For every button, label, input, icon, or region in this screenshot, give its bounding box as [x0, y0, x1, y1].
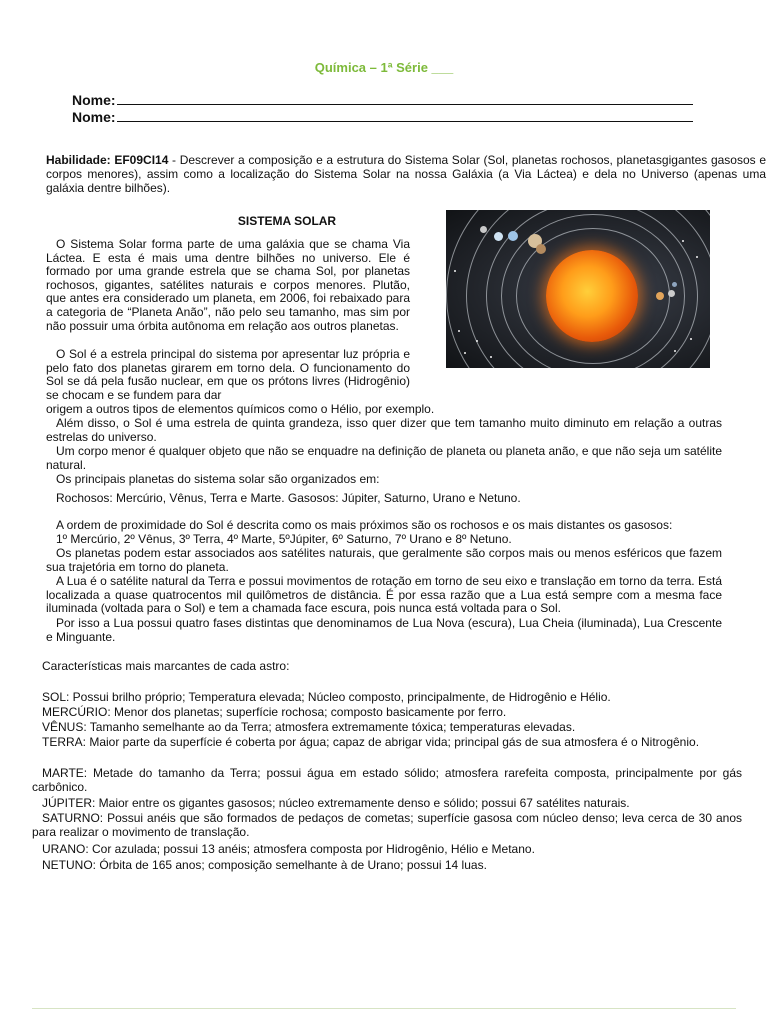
paragraph-planet-groups: Rochosos: Mercúrio, Vênus, Terra e Marte. Gasosos: Júpiter, Saturno, Urano e Netuno.	[56, 491, 521, 505]
paragraph-order-list: 1º Mercúrio, 2º Vênus, 3º Terra, 4º Marte, 5ºJúpiter, 6º Saturno, 7º Urano e 8º Netuno.	[56, 532, 512, 546]
star-dot	[490, 356, 492, 358]
paragraph-planet-groups-intro: Os principais planetas do sistema solar são organizados em:	[56, 472, 380, 486]
planet-image	[536, 244, 546, 254]
paragraph-minor-body: Um corpo menor é qualquer objeto que não se enquadre na definição de planeta ou planeta anão, e que não seja um satélite natural.	[46, 444, 722, 472]
astro-item-earth: TERRA: Maior parte da superfície é coberta por água; capaz de abrigar vida; principal gás de sua atmosfera é o Nitrogênio.	[42, 735, 700, 749]
paragraph-star-magnitude: Além disso, o Sol é uma estrela de quinta grandeza, isso quer dizer que tem tamanho muito diminuto em relação a outras estrelas do universo.	[46, 416, 722, 444]
paragraph-satellites: Os planetas podem estar associados aos satélites naturais, que geralmente são corpos mais ou menos esféricos que fazem sua trajetória em torno do planeta.	[46, 546, 722, 574]
astro-item-venus: VÊNUS: Tamanho semelhante ao da Terra; atmosfera extremamente tóxica; temperaturas elevadas.	[42, 720, 576, 734]
paragraph-moon: A Lua é o satélite natural da Terra e possui movimentos de rotação em torno de seu eixo e translação em torno da terra. Está localizada a quase quatrocentos mil quilômetros de distância. É por essa razão que a Lua está sempre com a mesma face iluminada (voltada para o Sol) e tem a chamada face escura, pois nunca está voltada para o Sol.	[46, 574, 722, 616]
paragraph-sun: O Sol é a estrela principal do sistema por apresentar luz própria e pelo fato dos planetas girarem em torno dela. O funcionamento do Sol se dá pela fusão nuclear, em que os prótons livres (Hidrogênio) se chocam e se fundem para dar	[46, 347, 410, 402]
section-title: SISTEMA SOLAR	[237, 214, 337, 228]
paragraph-solar-system: O Sistema Solar forma parte de uma galáxia que se chama Via Láctea. E esta é mais uma dentre bilhões no universo. Ele é formado por uma grande estrela que se chama Sol, por planetas rochosos, gigantes, satélites naturais e corpos menores. Plutão, que antes era considerado um planeta, em 2006, foi rebaixado para a categoria de “Planeta Anão”, não pelo seu tamanho, mas sim por não possuir uma órbita autônoma em relação aos outros planetas.	[46, 237, 410, 333]
astro-item-uranus: URANO: Cor azulada; possui 13 anéis; atmosfera composta por Hidrogênio, Hélio e Metano.	[42, 842, 535, 856]
name-field-1[interactable]	[72, 92, 693, 108]
skill-label: Habilidade: EF09CI14	[46, 153, 169, 167]
paragraph-order-intro: A ordem de proximidade do Sol é descrita como os mais próximos são os rochosos e os mais distantes os gasosos:	[56, 518, 673, 532]
skill-text: - Descrever a composição e a estrutura do Sistema Solar (Sol, planetas rochosos, planetasgigantes gasosos e corpos menores), assim como a localização do Sistema Solar na nossa Galáxia (a Via Láctea) e dela no Universo (apenas uma galáxia dentre bilhões).	[46, 153, 766, 195]
name-label-2: Nome:	[72, 109, 116, 125]
skill-statement	[46, 153, 766, 195]
astro-item-neptune: NETUNO: Órbita de 165 anos; composição semelhante à de Urano; possui 14 luas.	[42, 858, 487, 872]
name-underline-1	[117, 92, 693, 105]
astro-item-mercury: MERCÚRIO: Menor dos planetas; superfície rochosa; composto basicamente por ferro.	[42, 705, 507, 719]
star-dot	[476, 340, 478, 342]
footer-divider	[32, 1008, 736, 1009]
name-label-1: Nome:	[72, 92, 116, 108]
characteristics-heading: Características mais marcantes de cada astro:	[42, 659, 290, 673]
name-field-2[interactable]	[72, 109, 693, 125]
planet-image	[494, 232, 503, 241]
astro-item-saturn: SATURNO: Possui anéis que são formados de pedaços de cometas; superfície gasosa com núcleo denso; leva cerca de 30 anos para realizar o movimento de translação.	[32, 811, 742, 839]
star-dot	[696, 256, 698, 258]
planet-image	[672, 282, 677, 287]
astro-item-sun: SOL: Possui brilho próprio; Temperatura elevada; Núcleo composto, principalmente, de Hidrogênio e Hélio.	[42, 690, 611, 704]
worksheet-title: Química – 1ª Série ___	[314, 60, 454, 75]
star-dot	[690, 338, 692, 340]
star-dot	[682, 240, 684, 242]
name-underline-2	[117, 109, 693, 122]
star-dot	[674, 350, 676, 352]
sun-image	[546, 250, 638, 342]
paragraph-sun-continued: origem a outros tipos de elementos químicos como o Hélio, por exemplo.	[46, 402, 435, 416]
planet-image	[668, 290, 675, 297]
solar-system-illustration	[446, 210, 710, 368]
astro-item-mars: MARTE: Metade do tamanho da Terra; possui água em estado sólido; atmosfera rarefeita composta, principalmente por gás carbônico.	[32, 766, 742, 794]
star-dot	[454, 270, 456, 272]
paragraph-moon-phases: Por isso a Lua possui quatro fases distintas que denominamos de Lua Nova (escura), Lua Cheia (iluminada), Lua Crescente e Minguante.	[46, 616, 722, 644]
planet-image	[508, 231, 518, 241]
astro-item-jupiter: JÚPITER: Maior entre os gigantes gasosos; núcleo extremamente denso e sólido; possui 67 satélites naturais.	[42, 796, 630, 810]
star-dot	[458, 330, 460, 332]
star-dot	[464, 352, 466, 354]
planet-image	[656, 292, 664, 300]
planet-image	[480, 226, 487, 233]
